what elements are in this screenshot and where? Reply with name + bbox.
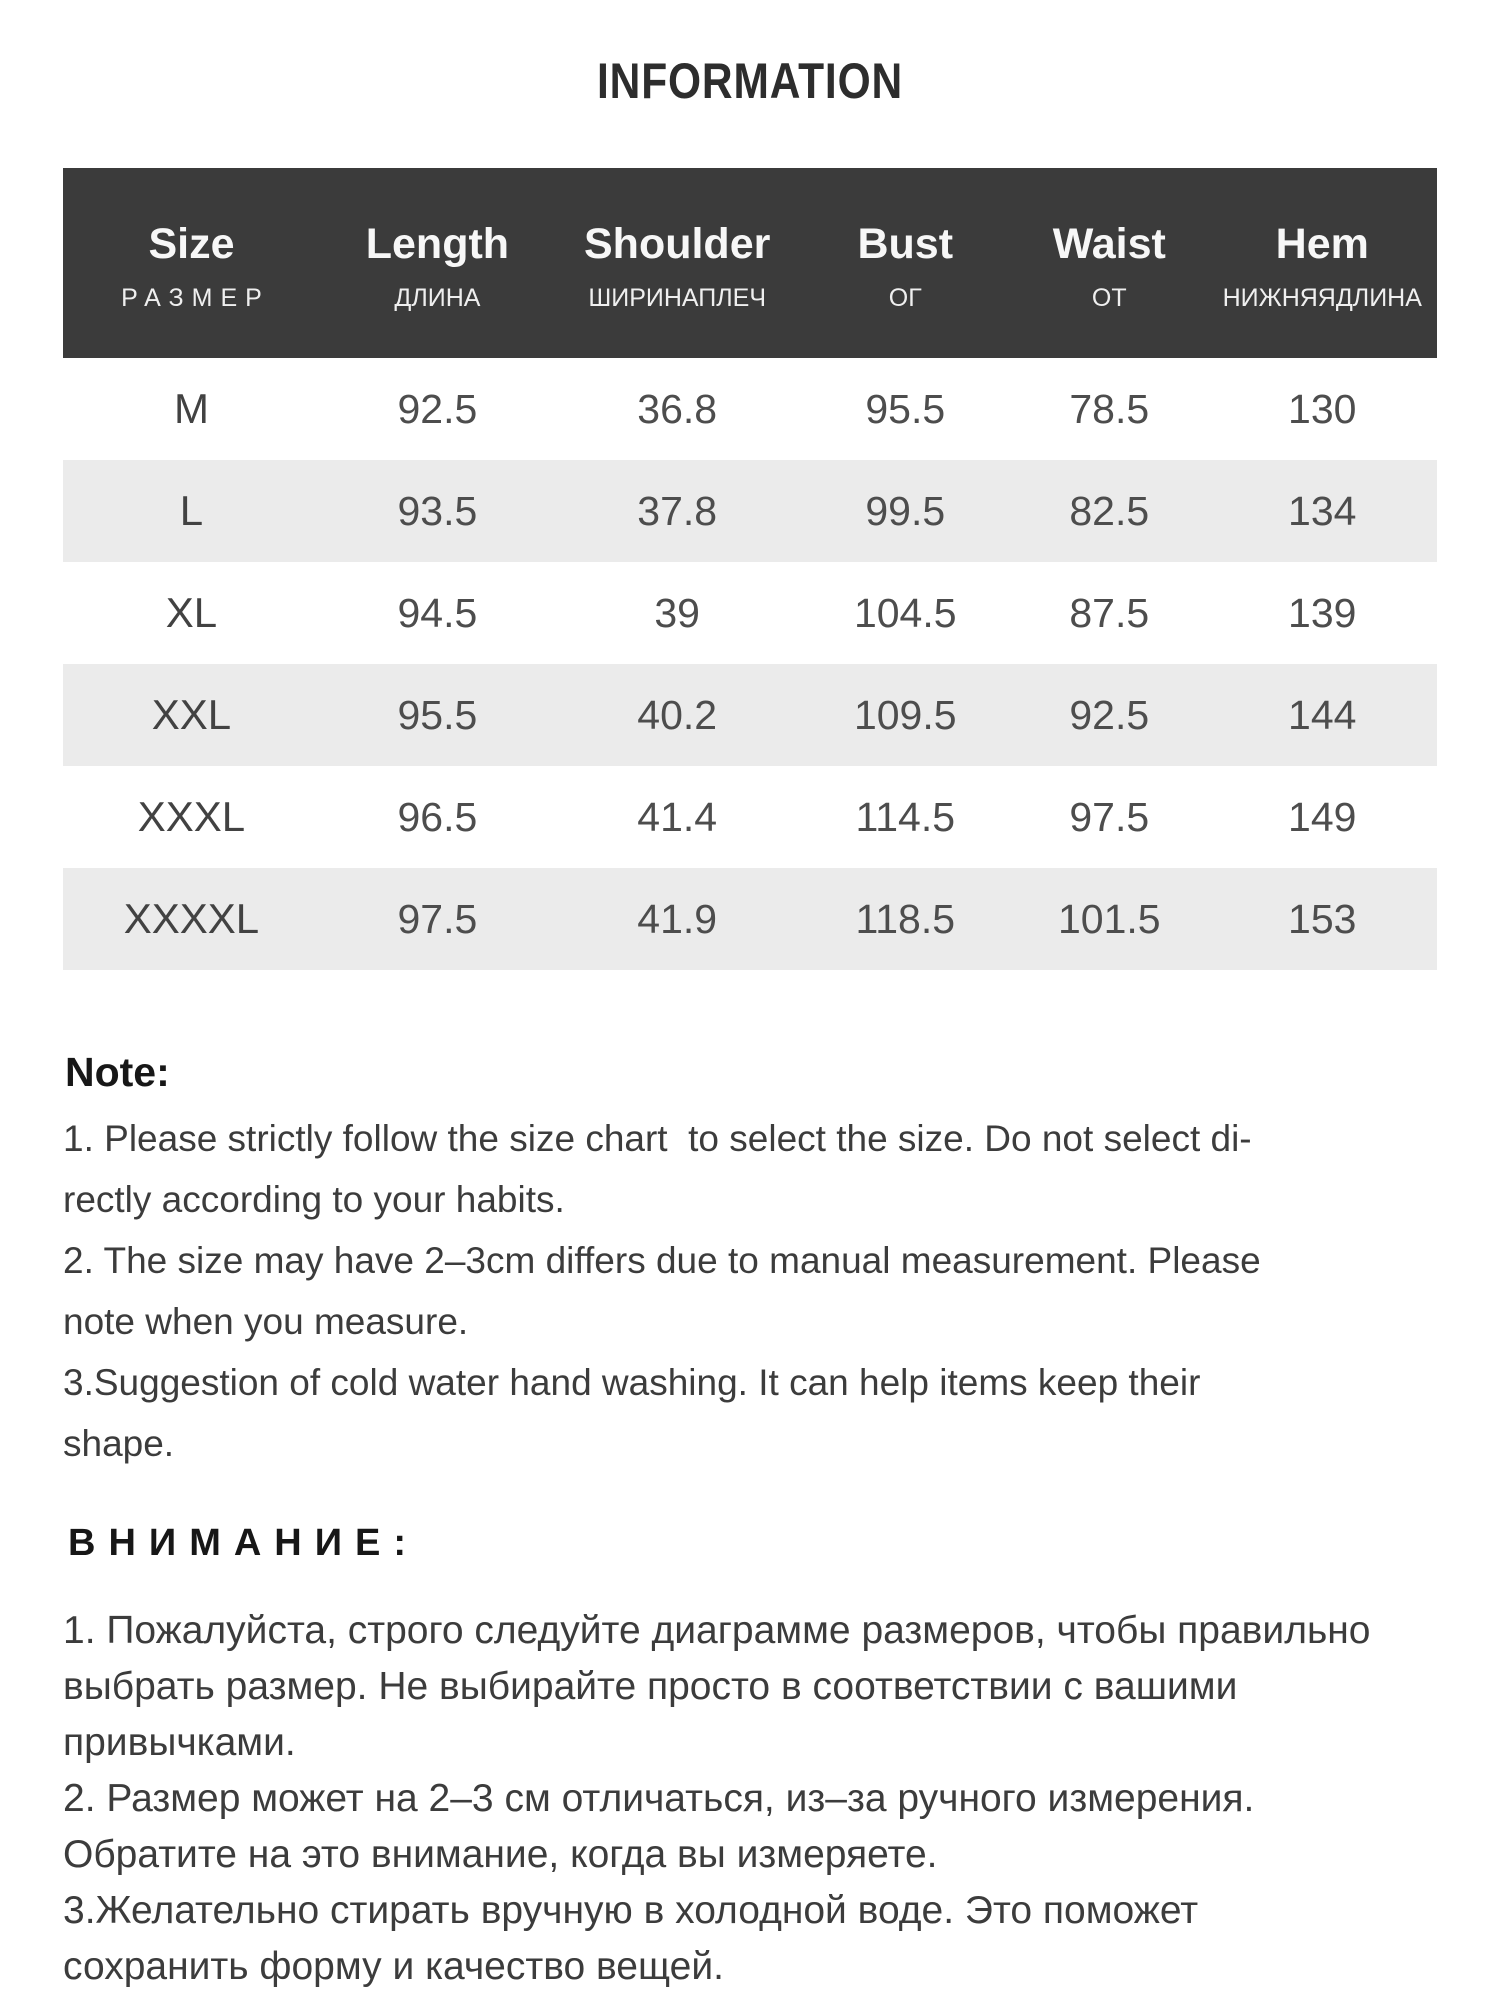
measurement-cell: 40.2 bbox=[637, 691, 718, 738]
measurement-cell: 114.5 bbox=[855, 793, 956, 840]
note-line: 1. Пожалуйста, строго следуйте диаграмме размеров, чтобы правильно bbox=[63, 1609, 1371, 1652]
note-line: Обратите на это внимание, когда вы измеряете. bbox=[63, 1833, 938, 1876]
size-label-cell: XXL bbox=[151, 691, 232, 738]
size-label-cell: XXXXL bbox=[123, 895, 260, 942]
measurement-cell: 99.5 bbox=[865, 487, 946, 534]
column-label-en: Bust bbox=[857, 220, 954, 268]
measurement-cell: 95.5 bbox=[397, 691, 478, 738]
column-header-hem bbox=[1208, 168, 1437, 358]
page-title: INFORMATION bbox=[596, 53, 904, 109]
measurement-cell: 37.8 bbox=[637, 487, 718, 534]
size-chart-header bbox=[63, 168, 1437, 358]
measurement-cell: 101.5 bbox=[1057, 895, 1161, 942]
column-label-ru: ДЛИНА bbox=[394, 284, 481, 312]
note-text-ru bbox=[63, 1603, 1463, 1995]
measurement-cell: 96.5 bbox=[397, 793, 478, 840]
measurement-cell: 109.5 bbox=[853, 691, 957, 738]
size-label-cell: XXXL bbox=[137, 793, 246, 840]
measurement-cell: 139 bbox=[1288, 589, 1357, 636]
note-line: rectly according to your habits. bbox=[63, 1179, 565, 1220]
column-header-shoulder bbox=[555, 168, 800, 358]
size-label-cell: XL bbox=[165, 589, 218, 636]
note-text-en bbox=[63, 1108, 1453, 1474]
measurement-cell: 97.5 bbox=[1069, 793, 1150, 840]
note-line: привычками. bbox=[63, 1721, 296, 1764]
column-label-ru: ОГ bbox=[888, 284, 922, 312]
measurement-cell: 39 bbox=[654, 589, 700, 636]
page-header bbox=[0, 52, 1500, 110]
measurement-cell: 87.5 bbox=[1069, 589, 1150, 636]
measurement-cell: 134 bbox=[1288, 487, 1357, 534]
note-heading-ru: ВНИМАНИЕ: bbox=[68, 1521, 420, 1564]
size-label-cell: L bbox=[179, 487, 204, 534]
measurement-cell: 153 bbox=[1288, 895, 1357, 942]
measurement-cell: 92.5 bbox=[397, 385, 478, 432]
measurement-cell: 94.5 bbox=[397, 589, 478, 636]
size-label-cell: M bbox=[173, 385, 209, 432]
column-label-en: Shoulder bbox=[584, 220, 771, 268]
column-label-en: Size bbox=[148, 220, 235, 268]
note-line: 2. The size may have 2–3cm differs due to manual measurement. Please bbox=[63, 1240, 1261, 1281]
size-row-xxl bbox=[63, 664, 1437, 766]
size-row-l bbox=[63, 460, 1437, 562]
column-header-length bbox=[320, 168, 555, 358]
size-row-xxxxl bbox=[63, 868, 1437, 970]
note-line: shape. bbox=[63, 1423, 175, 1464]
column-label-en: Length bbox=[365, 220, 510, 268]
measurement-cell: 82.5 bbox=[1069, 487, 1150, 534]
measurement-cell: 93.5 bbox=[397, 487, 478, 534]
measurement-cell: 130 bbox=[1288, 385, 1357, 432]
column-label-ru: ОТ bbox=[1091, 284, 1127, 312]
size-chart-body bbox=[63, 358, 1437, 970]
size-row-xl bbox=[63, 562, 1437, 664]
note-line: 2. Размер может на 2–3 см отличаться, из–за ручного измерения. bbox=[63, 1777, 1255, 1820]
column-label-en: Waist bbox=[1052, 220, 1166, 268]
note-line: 3.Suggestion of cold water hand washing. It can help items keep their bbox=[63, 1362, 1201, 1403]
measurement-cell: 104.5 bbox=[853, 589, 957, 636]
note-line: note when you measure. bbox=[63, 1301, 469, 1342]
measurement-cell: 41.9 bbox=[637, 895, 718, 942]
measurement-cell: 95.5 bbox=[865, 385, 946, 432]
column-header-size bbox=[63, 168, 320, 358]
measurement-cell: 144 bbox=[1288, 691, 1357, 738]
measurement-cell: 97.5 bbox=[397, 895, 478, 942]
column-header-bust bbox=[799, 168, 1011, 358]
note-heading-en: Note: bbox=[65, 1049, 170, 1096]
measurement-cell: 149 bbox=[1288, 793, 1357, 840]
note-line: 3.Желательно стирать вручную в холодной воде. Это поможет bbox=[63, 1889, 1199, 1932]
note-line: выбрать размер. Не выбирайте просто в соответствии с вашими bbox=[63, 1665, 1238, 1708]
column-label-ru: РАЗМЕР bbox=[121, 284, 270, 312]
column-label-ru: НИЖНЯЯДЛИНА bbox=[1222, 284, 1422, 312]
size-chart-header-row bbox=[63, 168, 1437, 358]
size-chart-table bbox=[63, 168, 1437, 970]
measurement-cell: 118.5 bbox=[855, 895, 956, 942]
measurement-cell: 41.4 bbox=[637, 793, 718, 840]
column-label-en: Hem bbox=[1275, 220, 1369, 268]
note-line: 1. Please strictly follow the size chart to select the size. Do not select di- bbox=[63, 1118, 1252, 1159]
column-header-waist bbox=[1011, 168, 1207, 358]
measurement-cell: 36.8 bbox=[637, 385, 718, 432]
note-line: сохранить форму и качество вещей. bbox=[63, 1945, 724, 1988]
measurement-cell: 78.5 bbox=[1069, 385, 1150, 432]
size-row-xxxl bbox=[63, 766, 1437, 868]
column-label-ru: ШИРИНАПЛЕЧ bbox=[588, 284, 767, 312]
size-row-m bbox=[63, 358, 1437, 460]
measurement-cell: 92.5 bbox=[1069, 691, 1150, 738]
